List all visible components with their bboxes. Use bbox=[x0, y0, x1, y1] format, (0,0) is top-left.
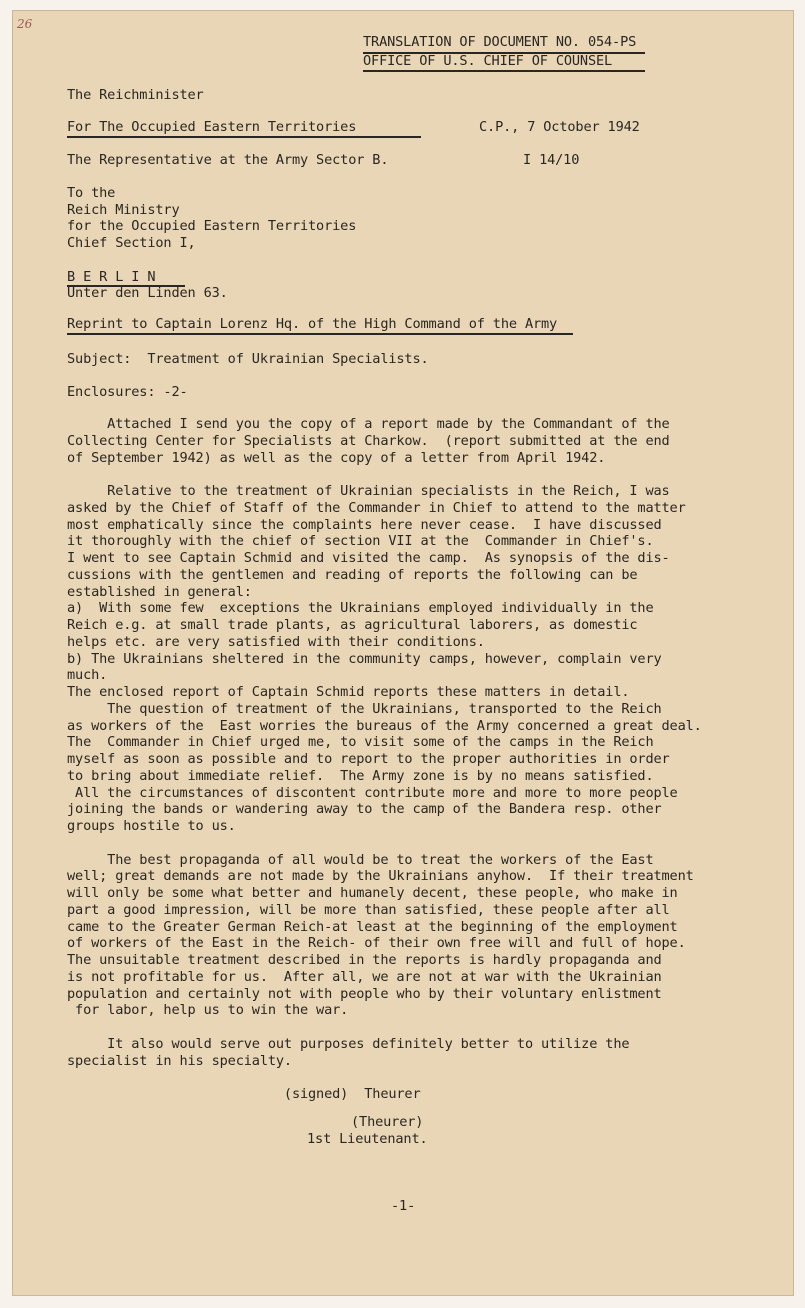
body-line: groups hostile to us. bbox=[67, 818, 236, 834]
reprint-line: Reprint to Captain Lorenz Hq. of the High Command of the Army bbox=[67, 316, 558, 332]
header-translation: TRANSLATION OF DOCUMENT NO. 054-PS bbox=[363, 34, 637, 50]
corner-mark: 26 bbox=[17, 17, 33, 31]
body-line: asked by the Chief of Staff of the Commander in Chief to attend to the matter bbox=[67, 499, 686, 516]
sender-line-1: The Reichminister bbox=[67, 87, 204, 103]
body-line: will only be some what better and humanely decent, these people, who make in bbox=[67, 885, 678, 901]
recipient-line-2: Reich Ministry bbox=[67, 202, 180, 218]
recipient-line-3: for the Occupied Eastern Territories bbox=[67, 218, 357, 234]
body-line: established in general: bbox=[67, 583, 252, 600]
sender-line-2: For The Occupied Eastern Territories bbox=[67, 119, 357, 135]
body-line: Attached I send you the copy of a report made by the Commandant of the bbox=[67, 416, 670, 432]
body-line: The unsuitable treatment described in the reports is hardly propaganda and bbox=[67, 952, 662, 968]
body-line: came to the Greater German Reich-at least at the beginning of the employment bbox=[67, 918, 678, 935]
body-line: All the circumstances of discontent contribute more and more to more people bbox=[67, 784, 678, 801]
body-line: specialist in his specialty. bbox=[67, 1052, 292, 1069]
body-line: most emphatically since the complaints here never cease. I have discussed bbox=[67, 516, 662, 533]
sender-underline bbox=[67, 136, 421, 138]
body-line: population and certainly not with people who by their voluntary enlistment bbox=[67, 985, 662, 1002]
body-line: helps etc. are very satisfied with their conditions. bbox=[67, 633, 485, 650]
body-line: for labor, help us to win the war. bbox=[67, 1002, 349, 1019]
body-line: Collecting Center for Specialists at Charkow. (report submitted at the end bbox=[67, 432, 670, 449]
recipient-street: Unter den Linden 63. bbox=[67, 285, 228, 301]
body-line: I went to see Captain Schmid and visited the camp. As synopsis of the dis- bbox=[67, 550, 670, 566]
header-office: OFFICE OF U.S. CHIEF OF COUNSEL bbox=[363, 53, 613, 69]
body-line: well; great demands are not made by the Ukrainians anyhow. If their treatment bbox=[67, 868, 694, 885]
body-line: of September 1942) as well as the copy of a letter from April 1942. bbox=[67, 449, 606, 466]
body-line: of workers of the East in the Reich- of their own free will and full of hope. bbox=[67, 935, 686, 952]
document-page bbox=[12, 10, 794, 1296]
subject-line: Subject: Treatment of Ukrainian Specialists. bbox=[67, 351, 429, 367]
recipient-city: B E R L I N bbox=[67, 269, 156, 285]
letter-date: C.P., 7 October 1942 bbox=[479, 119, 640, 135]
body-line: It also would serve out purposes definitely better to utilize the bbox=[67, 1035, 630, 1052]
page-number: -1- bbox=[391, 1198, 416, 1214]
enclosures-line: Enclosures: -2- bbox=[67, 384, 188, 400]
body-line: to bring about immediate relief. The Army zone is by no means satisfied. bbox=[67, 767, 654, 784]
recipient-line-1: To the bbox=[67, 185, 116, 201]
body-line: The question of treatment of the Ukrainians, transported to the Reich bbox=[67, 700, 662, 717]
body-line: cussions with the gentlemen and reading of reports the following can be bbox=[67, 566, 638, 583]
sender-line-3: The Representative at the Army Sector B. bbox=[67, 152, 389, 168]
body-line: joining the bands or wandering away to the camp of the Bandera resp. other bbox=[67, 801, 662, 818]
body-line: The Commander in Chief urged me, to visit some of the camps in the Reich bbox=[67, 734, 654, 751]
recipient-line-4: Chief Section I, bbox=[67, 235, 196, 251]
signature-rank: 1st Lieutenant. bbox=[307, 1131, 428, 1147]
body-line: much. bbox=[67, 667, 108, 684]
body-line: The enclosed report of Captain Schmid reports these matters in detail. bbox=[67, 684, 630, 700]
body-line: part a good impression, will be more than satisfied, these people after all bbox=[67, 901, 670, 918]
body-line: Reich e.g. at small trade plants, as agricultural laborers, as domestic bbox=[67, 617, 638, 633]
body-line: is not profitable for us. After all, we are not at war with the Ukrainian bbox=[67, 968, 662, 985]
body-line: as workers of the East worries the bureaus of the Army concerned a great deal. bbox=[67, 717, 702, 734]
body-line: The best propaganda of all would be to treat the workers of the East bbox=[67, 851, 654, 868]
header-underline-2 bbox=[363, 70, 645, 72]
reference-number: I 14/10 bbox=[523, 152, 580, 168]
body-line: Relative to the treatment of Ukrainian specialists in the Reich, I was bbox=[67, 483, 670, 499]
body-line: b) The Ukrainians sheltered in the community camps, however, complain very bbox=[67, 650, 662, 667]
body-line: (signed) Theurer bbox=[67, 1086, 421, 1102]
body-line: a) With some few exceptions the Ukrainians employed individually in the bbox=[67, 600, 654, 617]
body-line: it thoroughly with the chief of section VII at the Commander in Chief's. bbox=[67, 533, 654, 550]
body-line: myself as soon as possible and to report to the proper authorities in order bbox=[67, 751, 670, 767]
reprint-underline bbox=[67, 333, 573, 335]
signature-name: (Theurer) bbox=[351, 1114, 424, 1130]
